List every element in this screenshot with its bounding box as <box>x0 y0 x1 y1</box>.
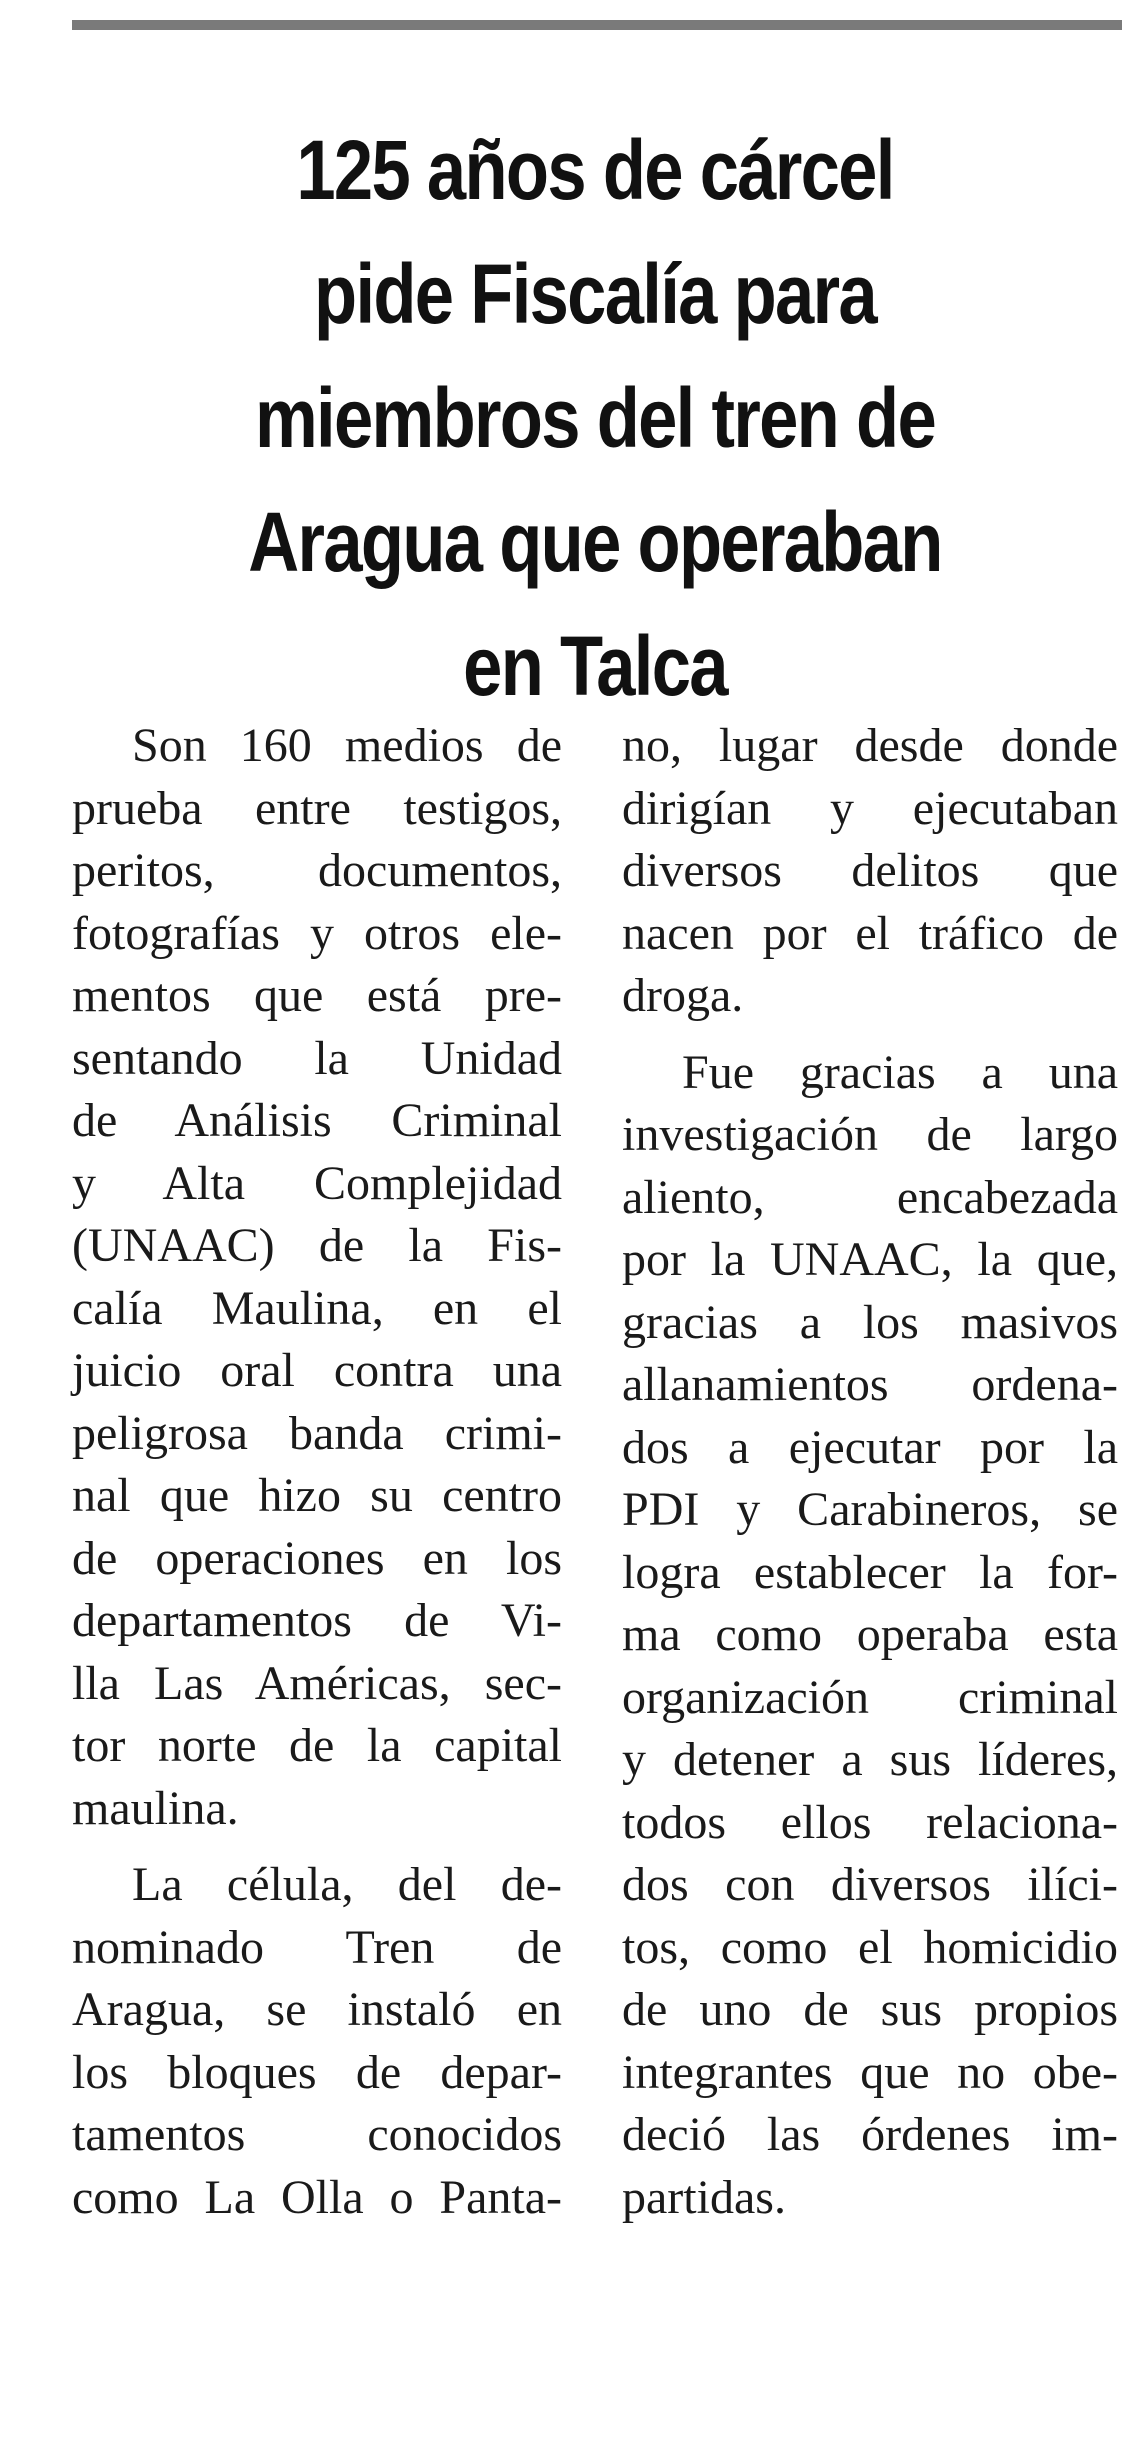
body-line: maulina. <box>72 1781 239 1835</box>
body-line: logra establecer la for- <box>622 1545 1118 1599</box>
body-line: departamentos de Vi- <box>72 1594 562 1647</box>
body-line: dos con diversos ilíci- <box>622 1858 1118 1911</box>
body-line: por la UNAAC, la que, <box>622 1233 1118 1286</box>
body-line: PDI y Carabineros, se <box>622 1483 1118 1536</box>
body-line: y detener a sus líderes, <box>622 1733 1118 1786</box>
paragraph-2-continued <box>622 715 1118 1028</box>
paragraph-2 <box>72 1854 562 2229</box>
body-line: ma como operaba esta <box>622 1608 1118 1661</box>
body-line: gracias a los masivos <box>622 1295 1118 1349</box>
headline <box>146 108 1045 728</box>
body-line: Son 160 medios de <box>132 719 562 772</box>
body-line: La célula, del de- <box>132 1858 562 1911</box>
body-line: mentos que está pre- <box>72 969 562 1022</box>
body-line: tamentos conocidos <box>72 2108 562 2161</box>
body-line: todos ellos relaciona- <box>622 1795 1118 1849</box>
body-line: diversos delitos que <box>622 844 1118 897</box>
body-line: Aragua, se instaló en <box>72 1983 562 2036</box>
paragraph-1 <box>72 715 562 1840</box>
body-line: (UNAAC) de la Fis- <box>72 1219 562 1272</box>
body-line: como La Olla o Panta- <box>72 2170 562 2224</box>
body-line: allanamientos ordena- <box>622 1358 1118 1411</box>
body-line: aliento, encabezada <box>622 1170 1118 1224</box>
body-line: sentando la Unidad <box>72 1031 562 1085</box>
body-line: peritos, documentos, <box>72 844 562 897</box>
body-line: los bloques de depar- <box>72 2045 562 2099</box>
body-line: peligrosa banda crimi- <box>72 1406 562 1460</box>
paragraph-gap <box>622 1028 1118 1042</box>
body-line: y Alta Complejidad <box>72 1156 562 1210</box>
body-line: juicio oral contra una <box>72 1344 562 1397</box>
body-line: de Análisis Criminal <box>72 1094 562 1147</box>
body-line: dirigían y ejecutaban <box>622 781 1118 835</box>
body-line: lla Las Américas, sec- <box>72 1656 562 1710</box>
body-line: integrantes que no obe- <box>622 2045 1118 2099</box>
left-column <box>72 715 562 2229</box>
body-line: nominado Tren de <box>72 1920 562 1974</box>
body-line: prueba entre testigos, <box>72 781 562 835</box>
headline-line: 125 años de cárcel <box>296 123 894 217</box>
headline-line: pide Fiscalía para <box>314 247 876 341</box>
body-line: nal que hizo su centro <box>72 1469 562 1522</box>
body-line: no, lugar desde donde <box>622 719 1118 772</box>
body-line: partidas. <box>622 2170 786 2224</box>
body-line: droga. <box>622 969 744 1022</box>
right-column <box>622 715 1118 2229</box>
paragraph-3 <box>622 1042 1118 2230</box>
body-line: Fue gracias a una <box>682 1045 1118 1099</box>
top-rule <box>72 20 1122 30</box>
body-line: de uno de sus propios <box>622 1983 1118 2036</box>
body-line: de operaciones en los <box>72 1531 562 1585</box>
headline-line: en Talca <box>463 619 727 713</box>
body-line: organización criminal <box>622 1670 1118 1724</box>
body-line: nacen por el tráfico de <box>622 906 1118 960</box>
body-line: tos, como el homicidio <box>622 1920 1118 1974</box>
headline-line: Aragua que operaban <box>248 495 942 589</box>
body-line: calía Maulina, en el <box>72 1281 562 1335</box>
paragraph-gap <box>72 1840 562 1854</box>
body-line: fotografías y otros ele- <box>72 906 562 960</box>
body-line: deció las órdenes im- <box>622 2108 1118 2161</box>
body-line: dos a ejecutar por la <box>622 1420 1118 1474</box>
body-line: investigación de largo <box>622 1108 1118 1161</box>
body-line: tor norte de la capital <box>72 1719 562 1772</box>
headline-line: miembros del tren de <box>254 371 936 465</box>
